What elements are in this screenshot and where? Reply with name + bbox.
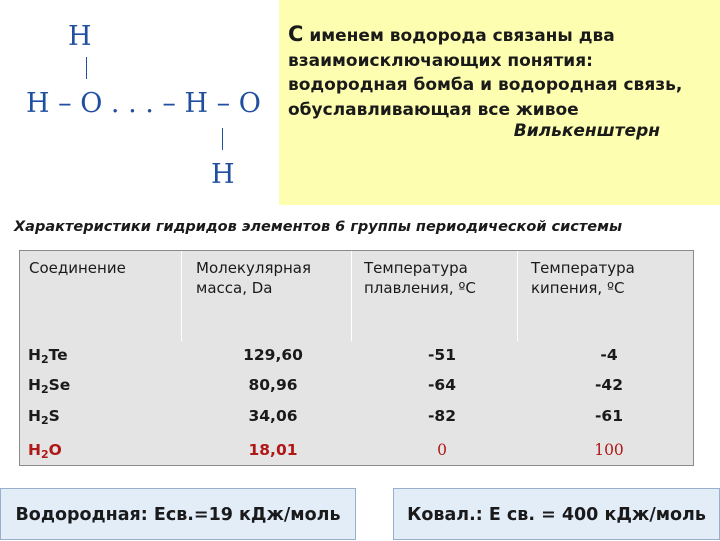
boiling-value: -61 [594,407,624,425]
header-molecular-mass: Молекулярная масса, Da [196,259,312,297]
formula-main-chain: H – O . . . – H – O [26,88,261,119]
header-compound: Соединение [29,259,126,277]
formula-bottom-h: H [211,159,235,190]
hydrides-table [19,250,694,466]
boiling-value: -4 [600,346,618,364]
formula-top-h: H [68,21,92,52]
quote-author: Вилькенштерн [513,121,660,141]
boiling-value: -42 [594,376,624,394]
mass-value: 34,06 [248,407,298,425]
compound-name: $H_2S$ [28,407,60,427]
covalent-bond-energy: Ковал.: E св. = 400 кДж/моль [393,488,720,540]
table-caption: Характеристики гидридов элементов 6 группы периодической системы [14,219,623,235]
hydrogen-bond-energy: Водородная: Eсв.=19 кДж/моль [0,488,356,540]
quote-text [288,22,708,122]
column-divider [351,251,352,341]
table-row [20,401,693,431]
compound-name: $H_2Se$ [28,376,71,396]
compound-name: $H_2O$ [28,441,62,461]
table-row [20,340,693,370]
quote-body: именем водорода связаны два взаимоисключающих понятия: водородная бомба и водородная связь, обуславливающая все живое [288,26,683,120]
melting-value: -51 [427,346,457,364]
mass-value: 80,96 [248,376,298,394]
header-boiling-point: Температура кипения, ºС [531,259,635,297]
header-melting-point: Температура плавления, ºС [364,259,476,297]
melting-value: 0 [437,441,447,459]
melting-value: -82 [427,407,457,425]
table-row-water [20,435,693,465]
mass-value: 18,01 [248,441,298,459]
boiling-value: 100 [594,441,624,459]
melting-value: -64 [427,376,457,394]
formula-bottom-bond [222,128,223,150]
formula-top-bond [86,57,87,79]
quote-box [279,0,720,205]
structural-formula [0,0,280,205]
mass-value: 129,60 [243,346,303,364]
quote-first-letter: С [288,22,304,46]
column-divider [181,251,182,341]
table-row [20,370,693,400]
compound-name: $H_2Te$ [28,346,68,366]
column-divider [517,251,518,341]
